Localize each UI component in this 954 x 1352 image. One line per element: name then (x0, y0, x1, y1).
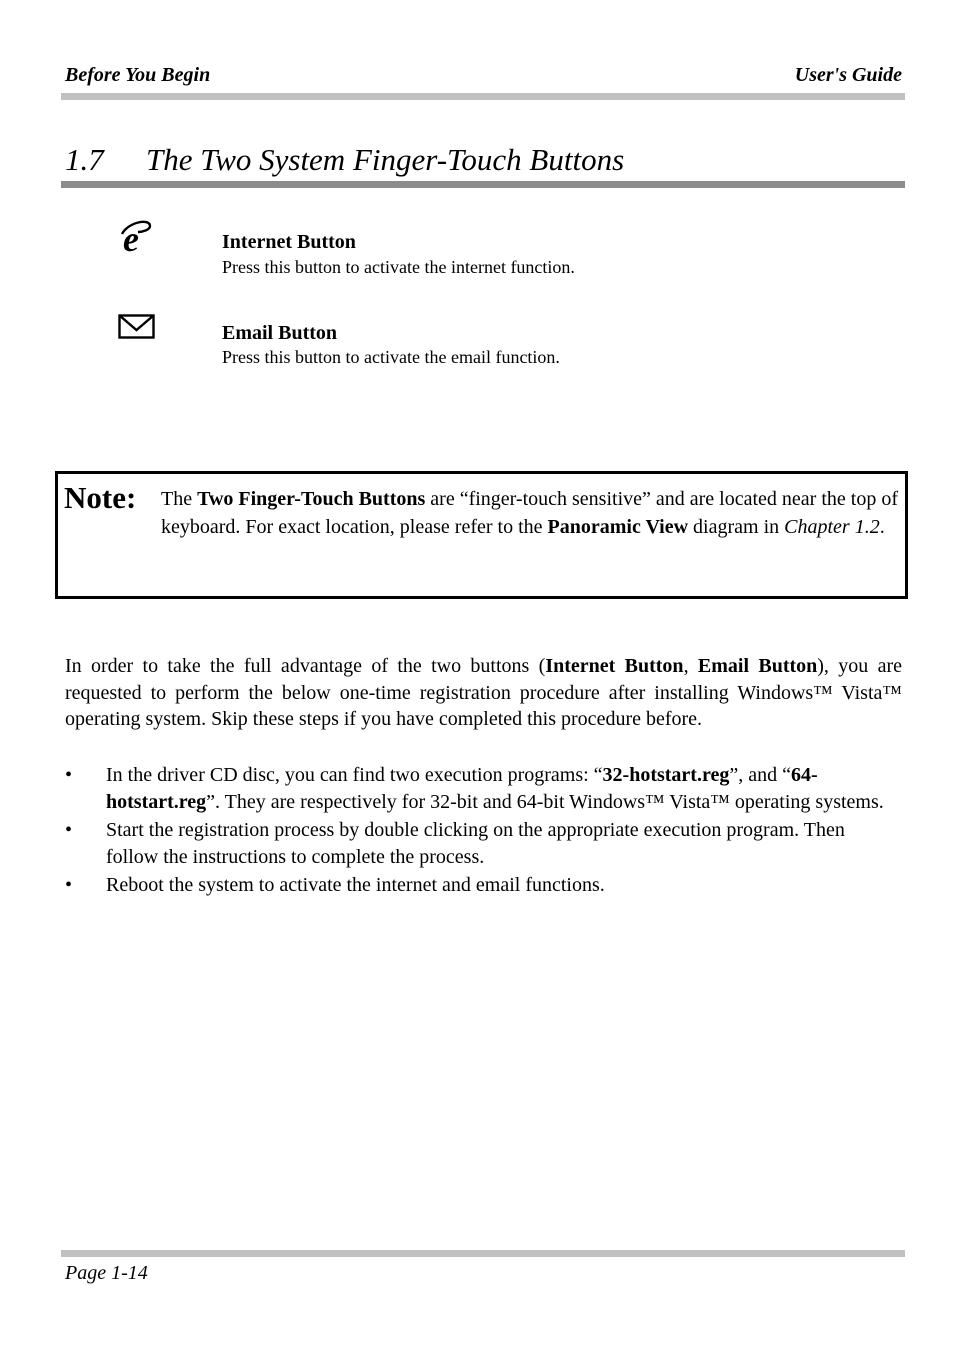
paragraph-bold-email-button: Email Button (697, 655, 818, 677)
list-bold-filename: 32-hotstart.reg (602, 764, 730, 786)
list-text-part: ”, and “ (729, 764, 792, 786)
internet-button-description: Press this button to activate the internet function. (222, 257, 575, 277)
list-text: Start the registration process by double clicking on the appropriate execution program. Then follow the instructions to complete the process. (106, 819, 845, 868)
email-button-description: Press this button to activate the email function. (222, 347, 560, 367)
section-number: 1.7 (65, 142, 104, 177)
svg-text:e: e (123, 220, 139, 256)
footer-rule (61, 1250, 905, 1257)
note-text-part: The (161, 488, 198, 510)
intro-paragraph (65, 653, 902, 733)
note-text (161, 486, 906, 541)
list-text: Reboot the system to activate the internet and email functions. (106, 874, 605, 896)
email-button-title: Email Button (222, 322, 338, 344)
note-text-part: are “finger-touch sensitive” and are located near the top of keyboard. For exact location, please refer to the (161, 488, 898, 538)
header-left-title: Before You Begin (65, 64, 211, 86)
procedure-list (65, 762, 902, 901)
note-text-part: diagram in (688, 515, 785, 538)
paragraph-text-part: , (683, 655, 698, 677)
list-text-part: In the driver CD disc, you can find two execution programs: “ (106, 764, 603, 786)
list-item (65, 872, 902, 899)
note-text-part: . (879, 515, 885, 538)
list-item (65, 817, 902, 870)
note-chapter-reference: Chapter 1.2 (784, 515, 880, 538)
section-title (65, 142, 624, 178)
page-number: Page 1-14 (65, 1262, 148, 1284)
paragraph-bold-internet-button: Internet Button (545, 655, 684, 677)
bullet-icon: • (65, 764, 73, 786)
bullet-icon: • (65, 874, 73, 896)
note-bold-buttons: Two Finger-Touch Buttons (197, 488, 426, 510)
list-bold-filename: 64-hotstart.reg (106, 764, 818, 813)
header-rule (61, 93, 905, 100)
section-title-text: The Two System Finger-Touch Buttons (146, 142, 625, 177)
bullet-icon: • (65, 819, 73, 841)
list-item (65, 762, 902, 815)
section-title-rule (61, 181, 905, 188)
note-bold-panoramic-view: Panoramic View (547, 515, 689, 538)
paragraph-text-part: In order to take the full advantage of the two buttons ( (65, 655, 546, 677)
envelope-icon (118, 314, 156, 345)
list-text-part: ”. They are respectively for 32-bit and 64-bit Windows™ Vista™ operating systems. (206, 790, 884, 813)
internet-explorer-icon (120, 220, 154, 261)
header-right-title: User's Guide (794, 64, 902, 86)
internet-button-title: Internet Button (222, 231, 356, 253)
paragraph-text-part: ), you are requested to perform the below one-time registration procedure after installing Windows™ Vista™ operating system. Skip these steps if you have completed this procedure before. (65, 655, 903, 730)
note-label: Note: (64, 480, 137, 515)
